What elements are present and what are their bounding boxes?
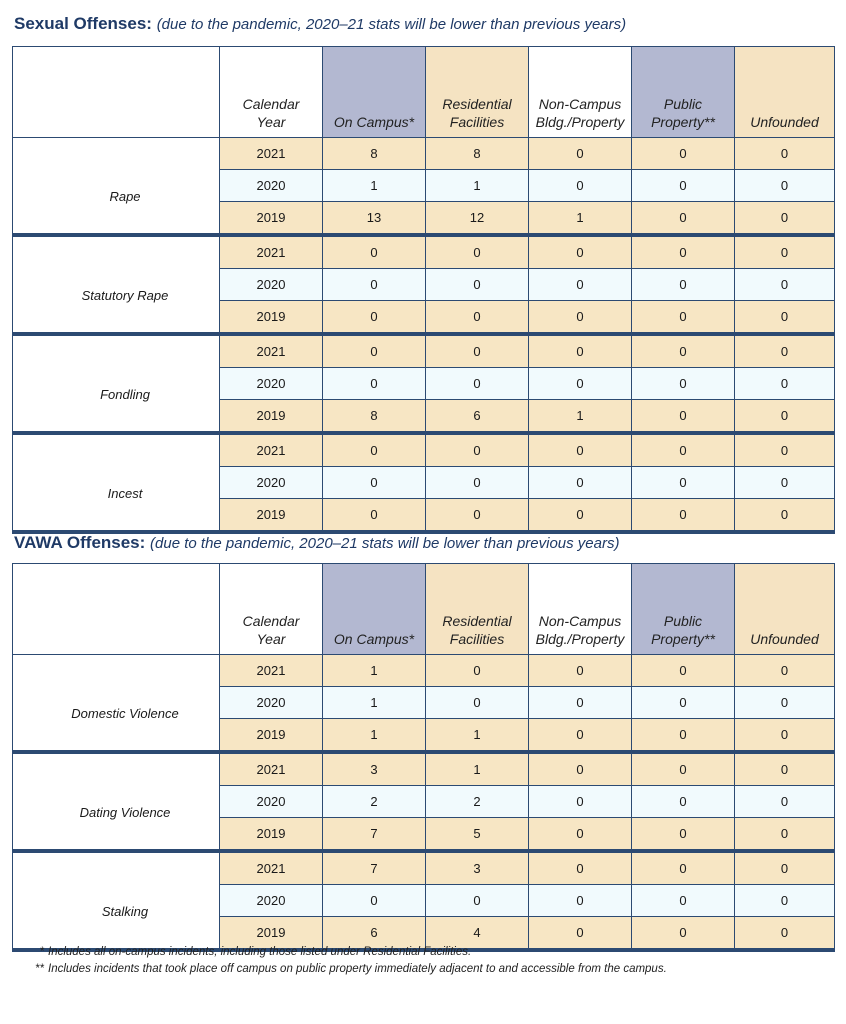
residential-cell: 1 bbox=[426, 752, 529, 786]
year-cell: 2020 bbox=[220, 269, 323, 301]
on-campus-cell: 0 bbox=[323, 467, 426, 499]
unfounded-cell: 0 bbox=[735, 235, 835, 269]
on-campus-cell: 1 bbox=[323, 655, 426, 687]
public-property-cell: 0 bbox=[632, 301, 735, 335]
non-campus-cell: 0 bbox=[529, 917, 632, 951]
unfounded-cell: 0 bbox=[735, 719, 835, 753]
year-cell: 2019 bbox=[220, 917, 323, 951]
public-property-cell: 0 bbox=[632, 433, 735, 467]
table-row bbox=[13, 235, 835, 269]
public-property-cell: 0 bbox=[632, 170, 735, 202]
footnotes bbox=[22, 944, 667, 978]
public-property-cell: 0 bbox=[632, 655, 735, 687]
on-campus-cell: 8 bbox=[323, 400, 426, 434]
unfounded-cell: 0 bbox=[735, 818, 835, 852]
public-property-cell: 0 bbox=[632, 400, 735, 434]
public-property-cell: 0 bbox=[632, 885, 735, 917]
public-property-cell: 0 bbox=[632, 851, 735, 885]
residential-cell: 0 bbox=[426, 235, 529, 269]
non-campus-cell: 1 bbox=[529, 400, 632, 434]
residential-cell: 0 bbox=[426, 269, 529, 301]
residential-cell: 3 bbox=[426, 851, 529, 885]
non-campus-cell: 0 bbox=[529, 851, 632, 885]
on-campus-cell: 1 bbox=[323, 687, 426, 719]
offense-category: Stalking bbox=[13, 851, 220, 950]
sexual-offenses-title-lead: Sexual Offenses: bbox=[14, 14, 152, 33]
year-cell: 2019 bbox=[220, 301, 323, 335]
on-campus-cell: 13 bbox=[323, 202, 426, 236]
public-property-cell: 0 bbox=[632, 334, 735, 368]
on-campus-cell: 6 bbox=[323, 917, 426, 951]
public-property-cell: 0 bbox=[632, 786, 735, 818]
unfounded-cell: 0 bbox=[735, 368, 835, 400]
header-calendar-year: Calendar Year bbox=[220, 564, 323, 655]
non-campus-cell: 0 bbox=[529, 786, 632, 818]
unfounded-cell: 0 bbox=[735, 687, 835, 719]
year-cell: 2020 bbox=[220, 368, 323, 400]
residential-cell: 8 bbox=[426, 138, 529, 170]
unfounded-cell: 0 bbox=[735, 851, 835, 885]
year-cell: 2019 bbox=[220, 400, 323, 434]
on-campus-cell: 7 bbox=[323, 818, 426, 852]
header-public-property: Public Property** bbox=[632, 47, 735, 138]
sexual-offenses-table bbox=[12, 46, 835, 534]
header-on-campus: On Campus* bbox=[323, 564, 426, 655]
non-campus-cell: 0 bbox=[529, 235, 632, 269]
non-campus-cell: 0 bbox=[529, 301, 632, 335]
unfounded-cell: 0 bbox=[735, 917, 835, 951]
header-unfounded: Unfounded bbox=[735, 47, 835, 138]
unfounded-cell: 0 bbox=[735, 433, 835, 467]
public-property-cell: 0 bbox=[632, 917, 735, 951]
footnote-public-property: ** Includes incidents that took place off campus on public property immediately adjacent to and accessible from the campus. bbox=[35, 963, 667, 975]
header-on-campus: On Campus* bbox=[323, 47, 426, 138]
residential-cell: 0 bbox=[426, 433, 529, 467]
non-campus-cell: 0 bbox=[529, 719, 632, 753]
non-campus-cell: 0 bbox=[529, 433, 632, 467]
public-property-cell: 0 bbox=[632, 202, 735, 236]
header-residential-facilities: Residential Facilities bbox=[426, 564, 529, 655]
non-campus-cell: 0 bbox=[529, 655, 632, 687]
unfounded-cell: 0 bbox=[735, 885, 835, 917]
on-campus-cell: 0 bbox=[323, 433, 426, 467]
table-header-row bbox=[13, 564, 835, 655]
header-residential-facilities: Residential Facilities bbox=[426, 47, 529, 138]
year-cell: 2021 bbox=[220, 851, 323, 885]
public-property-cell: 0 bbox=[632, 752, 735, 786]
public-property-cell: 0 bbox=[632, 368, 735, 400]
public-property-cell: 0 bbox=[632, 138, 735, 170]
on-campus-cell: 1 bbox=[323, 170, 426, 202]
offense-category: Domestic Violence bbox=[13, 655, 220, 753]
unfounded-cell: 0 bbox=[735, 752, 835, 786]
residential-cell: 6 bbox=[426, 400, 529, 434]
residential-cell: 0 bbox=[426, 885, 529, 917]
year-cell: 2020 bbox=[220, 170, 323, 202]
year-cell: 2021 bbox=[220, 334, 323, 368]
residential-cell: 0 bbox=[426, 467, 529, 499]
unfounded-cell: 0 bbox=[735, 655, 835, 687]
non-campus-cell: 0 bbox=[529, 499, 632, 533]
on-campus-cell: 0 bbox=[323, 235, 426, 269]
residential-cell: 0 bbox=[426, 687, 529, 719]
year-cell: 2021 bbox=[220, 235, 323, 269]
table-row bbox=[13, 138, 835, 170]
unfounded-cell: 0 bbox=[735, 202, 835, 236]
residential-cell: 1 bbox=[426, 170, 529, 202]
non-campus-cell: 0 bbox=[529, 467, 632, 499]
public-property-cell: 0 bbox=[632, 467, 735, 499]
offense-category: Incest bbox=[13, 433, 220, 532]
public-property-cell: 0 bbox=[632, 269, 735, 301]
table-row bbox=[13, 433, 835, 467]
header-public-property: Public Property** bbox=[632, 564, 735, 655]
on-campus-cell: 8 bbox=[323, 138, 426, 170]
non-campus-cell: 0 bbox=[529, 269, 632, 301]
residential-cell: 1 bbox=[426, 719, 529, 753]
header-blank bbox=[13, 564, 220, 655]
unfounded-cell: 0 bbox=[735, 334, 835, 368]
public-property-cell: 0 bbox=[632, 499, 735, 533]
sexual-offenses-title bbox=[14, 14, 626, 34]
year-cell: 2019 bbox=[220, 499, 323, 533]
table-row bbox=[13, 655, 835, 687]
offense-category: Fondling bbox=[13, 334, 220, 433]
on-campus-cell: 0 bbox=[323, 301, 426, 335]
year-cell: 2021 bbox=[220, 433, 323, 467]
unfounded-cell: 0 bbox=[735, 467, 835, 499]
header-non-campus: Non-Campus Bldg./Property bbox=[529, 564, 632, 655]
vawa-offenses-title-note: (due to the pandemic, 2020–21 stats will be lower than previous years) bbox=[150, 535, 620, 552]
sexual-offenses-title-note: (due to the pandemic, 2020–21 stats will be lower than previous years) bbox=[156, 16, 627, 33]
on-campus-cell: 0 bbox=[323, 499, 426, 533]
residential-cell: 0 bbox=[426, 334, 529, 368]
on-campus-cell: 2 bbox=[323, 786, 426, 818]
year-cell: 2019 bbox=[220, 202, 323, 236]
non-campus-cell: 0 bbox=[529, 885, 632, 917]
non-campus-cell: 0 bbox=[529, 138, 632, 170]
table-row bbox=[13, 334, 835, 368]
non-campus-cell: 0 bbox=[529, 752, 632, 786]
public-property-cell: 0 bbox=[632, 818, 735, 852]
public-property-cell: 0 bbox=[632, 235, 735, 269]
unfounded-cell: 0 bbox=[735, 400, 835, 434]
residential-cell: 12 bbox=[426, 202, 529, 236]
non-campus-cell: 1 bbox=[529, 202, 632, 236]
year-cell: 2019 bbox=[220, 719, 323, 753]
year-cell: 2021 bbox=[220, 138, 323, 170]
vawa-offenses-table bbox=[12, 563, 835, 952]
year-cell: 2020 bbox=[220, 885, 323, 917]
unfounded-cell: 0 bbox=[735, 269, 835, 301]
table-header-row bbox=[13, 47, 835, 138]
residential-cell: 2 bbox=[426, 786, 529, 818]
year-cell: 2021 bbox=[220, 655, 323, 687]
non-campus-cell: 0 bbox=[529, 818, 632, 852]
table-row bbox=[13, 752, 835, 786]
non-campus-cell: 0 bbox=[529, 334, 632, 368]
unfounded-cell: 0 bbox=[735, 786, 835, 818]
unfounded-cell: 0 bbox=[735, 170, 835, 202]
on-campus-cell: 7 bbox=[323, 851, 426, 885]
table-row bbox=[13, 851, 835, 885]
on-campus-cell: 0 bbox=[323, 368, 426, 400]
header-blank bbox=[13, 47, 220, 138]
on-campus-cell: 1 bbox=[323, 719, 426, 753]
vawa-offenses-title bbox=[14, 533, 619, 553]
footnote-on-campus: * Includes all on-campus incidents, including those listed under Residential Facilities. bbox=[39, 946, 472, 958]
residential-cell: 0 bbox=[426, 301, 529, 335]
public-property-cell: 0 bbox=[632, 687, 735, 719]
on-campus-cell: 0 bbox=[323, 885, 426, 917]
year-cell: 2020 bbox=[220, 687, 323, 719]
residential-cell: 0 bbox=[426, 655, 529, 687]
vawa-offenses-title-lead: VAWA Offenses: bbox=[14, 533, 146, 552]
on-campus-cell: 0 bbox=[323, 269, 426, 301]
non-campus-cell: 0 bbox=[529, 368, 632, 400]
unfounded-cell: 0 bbox=[735, 499, 835, 533]
residential-cell: 0 bbox=[426, 499, 529, 533]
residential-cell: 5 bbox=[426, 818, 529, 852]
header-calendar-year: Calendar Year bbox=[220, 47, 323, 138]
on-campus-cell: 0 bbox=[323, 334, 426, 368]
non-campus-cell: 0 bbox=[529, 687, 632, 719]
residential-cell: 4 bbox=[426, 917, 529, 951]
unfounded-cell: 0 bbox=[735, 138, 835, 170]
offense-category: Dating Violence bbox=[13, 752, 220, 851]
offense-category: Rape bbox=[13, 138, 220, 236]
non-campus-cell: 0 bbox=[529, 170, 632, 202]
year-cell: 2021 bbox=[220, 752, 323, 786]
year-cell: 2019 bbox=[220, 818, 323, 852]
on-campus-cell: 3 bbox=[323, 752, 426, 786]
offense-category: Statutory Rape bbox=[13, 235, 220, 334]
year-cell: 2020 bbox=[220, 786, 323, 818]
header-non-campus: Non-Campus Bldg./Property bbox=[529, 47, 632, 138]
header-unfounded: Unfounded bbox=[735, 564, 835, 655]
residential-cell: 0 bbox=[426, 368, 529, 400]
public-property-cell: 0 bbox=[632, 719, 735, 753]
unfounded-cell: 0 bbox=[735, 301, 835, 335]
year-cell: 2020 bbox=[220, 467, 323, 499]
